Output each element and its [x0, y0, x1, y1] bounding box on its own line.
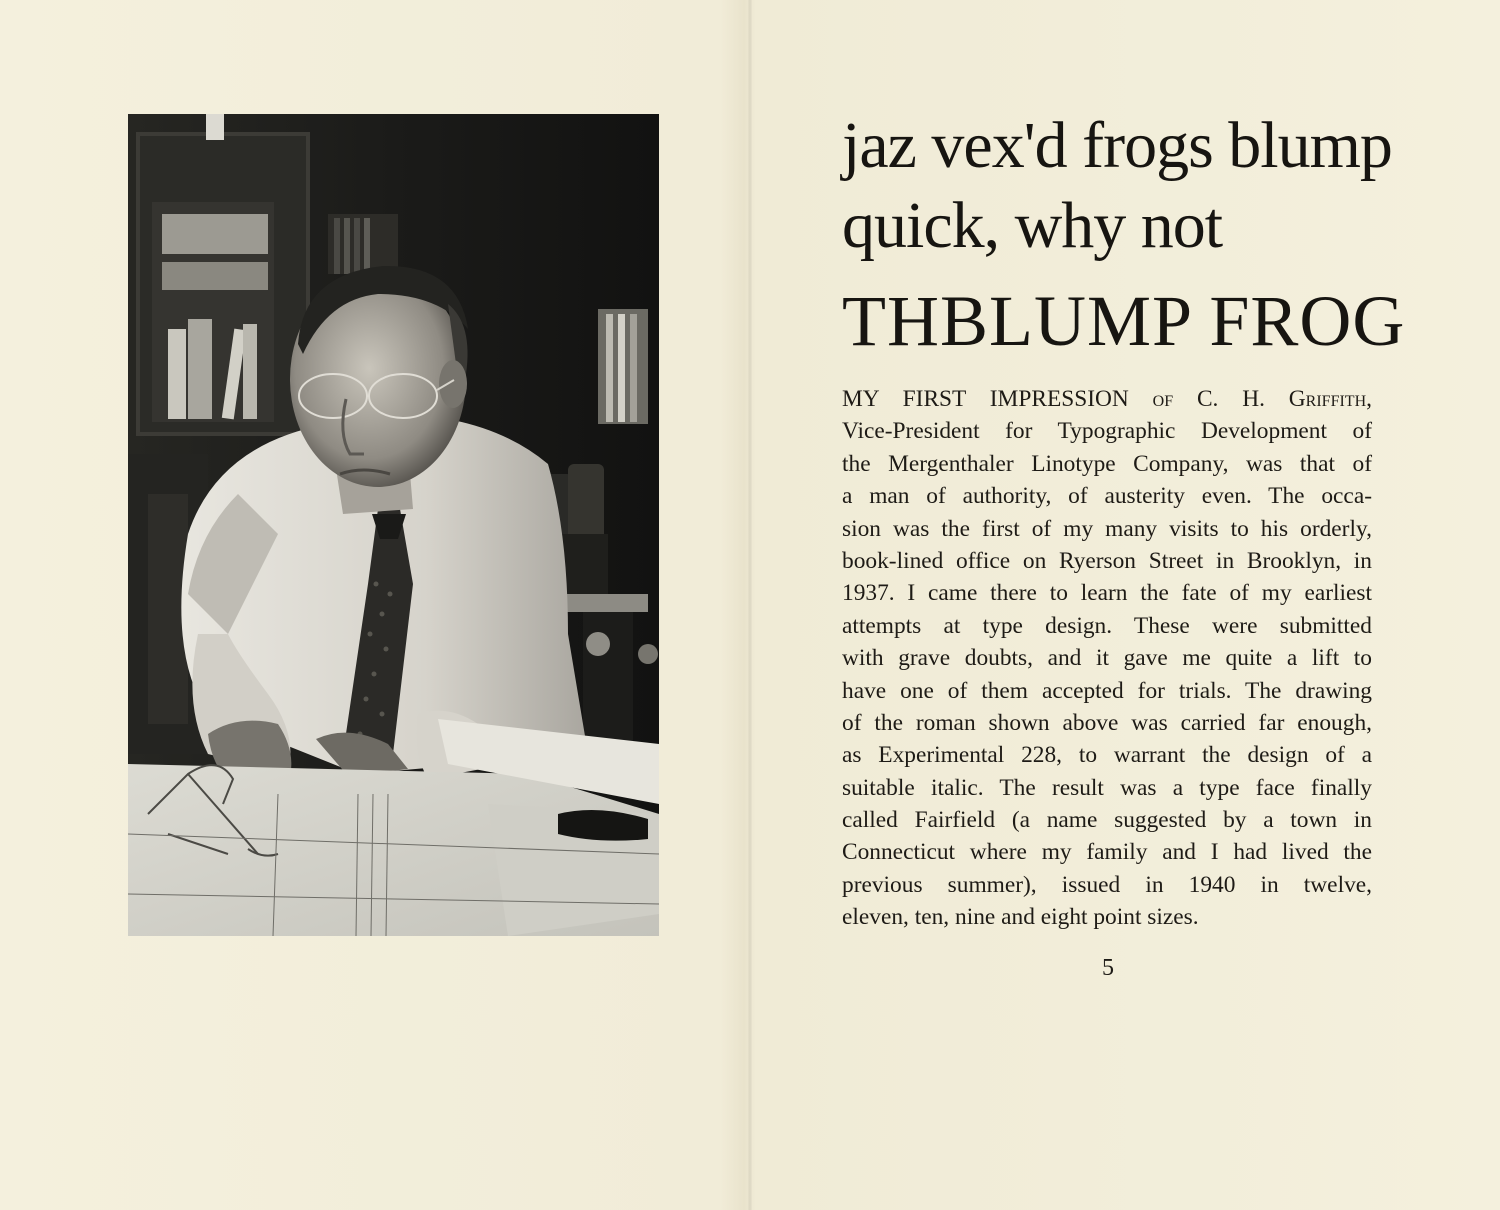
body-line-0: [842, 383, 1372, 415]
left-page: [0, 0, 748, 1210]
specimen-line-1: jaz vex'd frogs blump: [842, 109, 1392, 182]
body-line: have one of them accepted for trials. The drawing: [842, 677, 1372, 704]
body-line: a man of authority, of austerity even. The occa-: [842, 483, 1372, 510]
body-line: previous summer), issued in 1940 in twelve,: [842, 871, 1372, 898]
body-line: the Mergenthaler Linotype Company, was that of: [842, 450, 1372, 477]
body-line: 1937. I came there to learn the fate of my earliest: [842, 580, 1372, 607]
body-line: book-lined office on Ryerson Street in Brooklyn, in: [842, 547, 1372, 574]
body-line: suitable italic. The result was a type face finally: [842, 774, 1372, 801]
lead-caps: MY FIRST IMPRESSION: [842, 386, 1129, 412]
body-line: called Fairfield (a name suggested by a town in: [842, 807, 1372, 834]
page-number: 5: [1102, 955, 1114, 981]
body-line: sion was the first of my many visits to his orderly,: [842, 515, 1372, 542]
body-line: as Experimental 228, to warrant the design of a: [842, 742, 1372, 769]
body-line: eleven, ten, nine and eight point sizes.: [842, 904, 1199, 931]
body-line: Connecticut where my family and I had lived the: [842, 839, 1372, 866]
photo-illustration: [128, 114, 659, 936]
specimen-line-3: THBLUMP FROG: [842, 281, 1406, 361]
right-page: [752, 0, 1500, 1210]
body-line: of the roman shown above was carried far enough,: [842, 709, 1372, 736]
specimen-line-2: quick, why not: [842, 189, 1223, 262]
lead-name: C. H. Griffith,: [1196, 386, 1372, 412]
body-line: attempts at type design. These were submitted: [842, 612, 1372, 639]
portrait-photograph: [128, 114, 659, 936]
body-line: with grave doubts, and it gave me quite a lift to: [842, 645, 1372, 672]
body-paragraph: [842, 383, 1372, 934]
body-line: Vice-President for Typographic Development of: [842, 418, 1372, 445]
lead-of: of: [1152, 386, 1174, 412]
